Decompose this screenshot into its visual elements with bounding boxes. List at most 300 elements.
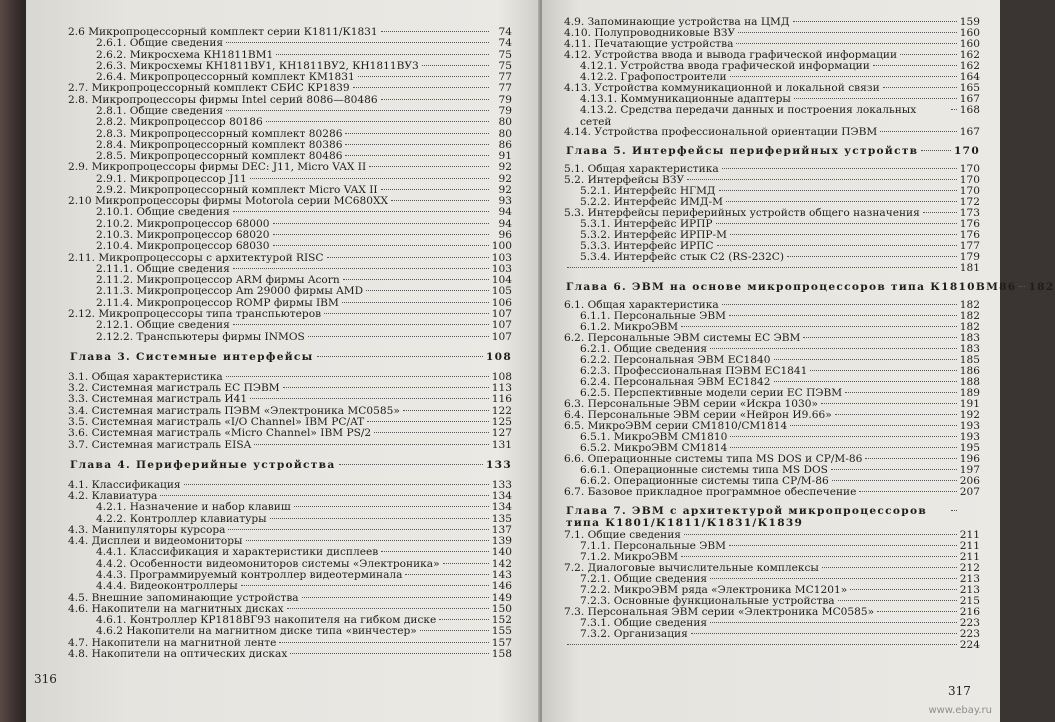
toc-entry [96, 60, 512, 72]
toc-entry [68, 648, 512, 660]
entry-title: 6.7. Базовое прикладное программное обеспечение [564, 486, 857, 498]
dot-leader [730, 75, 957, 77]
entry-page-number: 160 [959, 27, 980, 39]
dot-leader [250, 397, 489, 399]
entry-page-number: 75 [498, 59, 512, 72]
entry-page-number: 107 [491, 330, 512, 343]
entry-page-number: 179 [959, 251, 980, 263]
entry-page-number: 155 [491, 625, 512, 638]
dot-leader [687, 178, 957, 180]
entry-title: 5.3.2. Интерфейс ИРПР-М [580, 229, 727, 241]
dot-leader [283, 386, 489, 388]
entry-title: 7.1.1. Персональные ЭВМ [580, 540, 727, 552]
entry-title: 6.1. Общая характеристика [564, 299, 719, 311]
toc-entry [68, 490, 512, 502]
toc-entry [96, 580, 512, 592]
entry-title: 7.3.1. Общие сведения [580, 617, 708, 629]
dot-leader [951, 509, 957, 511]
dot-leader [369, 165, 489, 167]
entry-title: 3.5. Системная магистраль «I/O Channel» IBM PC/AT [68, 415, 365, 428]
entry-page-number: 207 [959, 486, 980, 498]
dot-leader [287, 607, 489, 609]
entry-page-number: 162 [959, 49, 980, 61]
toc-entry [96, 501, 512, 513]
entry-page-number: 80 [498, 116, 512, 129]
entry-title: 4.13.2. Средства передачи данных и построения локальных сетей [580, 104, 917, 128]
toc-entry [68, 405, 512, 417]
entry-page-number: 103 [491, 251, 512, 264]
entry-title: 4.10. Полупроводниковые ВЗУ [564, 27, 736, 39]
entry-title: 2.8.4. Микропроцессорный комплект 80386 [96, 138, 343, 151]
entry-page-number: 131 [491, 438, 512, 451]
dot-leader [233, 210, 489, 212]
toc-entry [96, 319, 512, 331]
entry-title: 6.2.3. Профессиональная ПЭВМ ЕС1841 [580, 365, 808, 377]
entry-title: 6.5.2. МикроЭВМ СМ1814 [580, 442, 728, 454]
dot-leader [730, 233, 957, 235]
dot-leader [951, 108, 957, 110]
entry-title: 6.6.2. Операционные системы типа СР/М-86 [580, 475, 829, 487]
dot-leader [787, 255, 957, 257]
entry-title: 2.10.2. Микропроцессор 68000 [96, 217, 270, 230]
entry-page-number: 94 [498, 206, 512, 219]
entry-title: 2.9.1. Микропроцессор J11 [96, 172, 247, 185]
dot-leader [273, 222, 489, 224]
toc-entry [96, 546, 512, 558]
dot-leader [226, 41, 489, 43]
chapter-heading [70, 351, 512, 363]
dot-leader [923, 211, 957, 213]
entry-title: 2.8.3. Микропроцессорный комплект 80286 [96, 127, 343, 140]
entry-page-number: 183 [959, 332, 980, 344]
right-page [542, 0, 1055, 722]
dot-leader [317, 355, 483, 357]
entry-page-number: 74 [498, 37, 512, 50]
dot-leader [233, 323, 489, 325]
entry-page-number: 223 [959, 628, 980, 640]
entry-title: 4.14. Устройства профессиональной ориентации ПЭВМ [564, 126, 878, 138]
toc-entry [564, 639, 980, 651]
entry-title: 6.1.2. МикроЭВМ [580, 321, 679, 333]
entry-title: 2.10.1. Общие сведения [96, 206, 230, 219]
entry-title: 2.11. Микропроцессоры с архитектурой RISC [68, 251, 324, 264]
toc-entry [68, 94, 512, 106]
toc-entry [68, 416, 512, 428]
entry-title: 4.6.1. Контроллер КР1818ВГ93 накопителя на гибком диске [96, 614, 437, 627]
dot-leader [880, 130, 956, 132]
entry-title: 2.10 Микропроцессоры фирмы Motorola серии МС680ХХ [68, 195, 389, 208]
entry-page-number: 177 [959, 240, 980, 252]
chapter-title: Глава 6. ЭВМ на основе микропроцессоров типа К1810ВМ86 [566, 281, 1017, 293]
entry-page-number: 176 [959, 218, 980, 230]
toc-entry [96, 331, 512, 343]
entry-title: 5.3. Интерфейсы периферийных устройств общего назначения [564, 207, 920, 219]
toc-entry [96, 263, 512, 275]
entry-page-number: 108 [485, 350, 512, 363]
dot-leader [276, 53, 489, 55]
toc-entry [96, 184, 512, 196]
entry-title: 2.8. Микропроцессоры фирмы Intel серий 8086—80486 [68, 93, 378, 106]
dot-leader [691, 632, 957, 634]
entry-title: 2.8.1. Общие сведения [96, 104, 224, 117]
entry-title: 4.6.2 Накопители на магнитном диске типа «винчестер» [96, 625, 417, 638]
entry-title: 4.4.2. Особенности видеомониторов системы «Электроника» [96, 557, 440, 570]
dot-leader [358, 75, 489, 77]
entry-page-number: 186 [959, 365, 980, 377]
entry-page-number: 185 [959, 354, 980, 366]
entry-title: 3.3. Системная магистраль И41 [68, 393, 248, 406]
toc-entry [96, 513, 512, 525]
dot-leader [345, 154, 489, 156]
entry-page-number: 189 [959, 387, 980, 399]
dot-leader [241, 584, 489, 586]
dot-leader [831, 468, 957, 470]
dot-leader [342, 301, 489, 303]
dot-leader [339, 463, 483, 465]
toc-entry [68, 26, 512, 38]
toc-entry [564, 126, 980, 138]
dot-leader [859, 490, 956, 492]
dot-leader [873, 64, 957, 66]
dot-leader [345, 132, 489, 134]
entry-page-number: 75 [498, 48, 512, 61]
entry-title: 4.8. Накопители на оптических дисках [68, 648, 288, 660]
entry-page-number: 92 [498, 161, 512, 174]
entry-title: 2.11.1. Общие сведения [96, 262, 230, 275]
dot-leader [405, 573, 488, 575]
entry-title: 4.2.2. Контроллер клавиатуры [96, 512, 267, 525]
entry-page-number: 182 [959, 310, 980, 322]
entry-page-number: 188 [959, 376, 980, 388]
entry-title: 6.5.1. МикроЭВМ СМ1810 [580, 431, 728, 443]
entry-title: 3.7. Системная магистраль EISA [68, 438, 252, 451]
dot-leader [420, 629, 489, 631]
entry-page-number: 193 [959, 431, 980, 443]
entry-page-number: 125 [491, 415, 512, 428]
dot-leader [726, 200, 957, 202]
toc-entry [96, 173, 512, 185]
toc-entry [96, 71, 512, 83]
entry-page-number: 77 [498, 82, 512, 95]
dot-leader [730, 446, 956, 448]
dot-leader [233, 267, 489, 269]
entry-title: 5.3.4. Интерфейс стык С2 (RS-232C) [580, 251, 785, 263]
dot-leader [832, 479, 957, 481]
right-page-number: 317 [948, 684, 971, 698]
toc-entry [68, 371, 512, 383]
dot-leader [793, 20, 957, 22]
dot-leader [835, 413, 957, 415]
entry-page-number: 134 [491, 490, 512, 503]
entry-page-number: 106 [491, 296, 512, 309]
entry-page-number: 182 [1028, 281, 1055, 293]
entry-title: 2.11.2. Микропроцессор ARM фирмы Acorn [96, 274, 340, 287]
toc-entry [96, 37, 512, 49]
entry-page-number: 193 [959, 420, 980, 432]
chapter-heading [566, 281, 1055, 293]
dot-leader [710, 577, 957, 579]
dot-leader [877, 610, 957, 612]
dot-leader [422, 64, 489, 66]
dot-leader [681, 555, 957, 557]
entry-title: 2.9.2. Микропроцессорный комплект Micro VAX II [96, 183, 378, 196]
entry-page-number: 213 [959, 584, 980, 596]
entry-page-number: 173 [959, 207, 980, 219]
entry-page-number: 134 [491, 501, 512, 514]
entry-page-number: 159 [959, 16, 980, 28]
dot-leader [810, 369, 956, 371]
toc-entry [96, 614, 512, 626]
entry-page-number: 192 [959, 409, 980, 421]
entry-title: 6.2.4. Персональная ЭВМ ЕС1842 [580, 376, 771, 388]
entry-title: 2.11.3. Микропроцессор Am 29000 фирмы AMD [96, 285, 364, 298]
entry-page-number: 122 [491, 404, 512, 417]
entry-title: 5.2.1. Интерфейс НГМД [580, 185, 716, 197]
entry-title: 2.8.5. Микропроцессорный комплект 80486 [96, 150, 343, 163]
entry-page-number: 74 [498, 26, 512, 38]
entry-page-number: 142 [491, 557, 512, 570]
entry-page-number: 79 [498, 93, 512, 106]
entry-title: 7.2.2. МикроЭВМ ряда «Электроника МС1201» [580, 584, 848, 596]
dot-leader [850, 588, 957, 590]
entry-page-number: 168 [959, 104, 980, 116]
entry-page-number: 165 [959, 82, 980, 94]
dot-leader [729, 314, 957, 316]
entry-title: 4.13. Устройства коммуникационной и локальной связи [564, 82, 880, 94]
entry-page-number: 170 [953, 145, 980, 157]
entry-title: 4.13.1. Коммуникационные адаптеры [580, 93, 791, 105]
entry-page-number: 140 [491, 546, 512, 559]
dot-leader [1019, 285, 1025, 287]
entry-title: 6.2.2. Персональная ЭВМ ЕС1840 [580, 354, 771, 366]
entry-title: 6.6.1. Операционные системы типа MS DOS [580, 464, 828, 476]
dot-leader [443, 562, 489, 564]
entry-page-number: 93 [498, 195, 512, 208]
dot-leader [865, 457, 956, 459]
toc-entry [96, 128, 512, 140]
chapter-title: Глава 5. Интерфейсы периферийных устройств [566, 145, 919, 157]
toc-entry [96, 240, 512, 252]
entry-title: 7.1. Общие сведения [564, 529, 681, 541]
book-binding [0, 0, 26, 722]
toc-entry [96, 139, 512, 151]
toc-entry [68, 161, 512, 173]
entry-title: 3.2. Системная магистраль ЕС ПЭВМ [68, 382, 280, 395]
entry-page-number: 108 [491, 370, 512, 383]
entry-page-number: 212 [959, 562, 980, 574]
entry-page-number: 162 [959, 60, 980, 72]
entry-title: 2.6.3. Микросхемы КН1811ВУ1, КН1811ВУ2, КН1811ВУ3 [96, 59, 419, 72]
entry-page-number: 143 [491, 569, 512, 582]
entry-page-number: 135 [491, 512, 512, 525]
dot-leader [845, 391, 957, 393]
toc-entry [68, 603, 512, 615]
toc-entry [68, 524, 512, 536]
dot-leader [722, 303, 957, 305]
entry-title: 2.12.1. Общие сведения [96, 319, 230, 332]
chapter-title: Глава 4. Периферийные устройства [70, 458, 336, 471]
dot-leader [160, 494, 488, 496]
entry-page-number: 107 [491, 308, 512, 320]
entry-title: 5.3.1. Интерфейс ИРПР [580, 218, 713, 230]
dot-leader [381, 550, 489, 552]
dot-leader [403, 409, 489, 411]
entry-title: 6.2.5. Перспективные модели серии ЕС ПЭВМ [580, 387, 843, 399]
entry-title: 6.5. МикроЭВМ серии СМ1810/СМ1814 [564, 420, 788, 432]
toc-entry [68, 439, 512, 451]
entry-title: 4.12.1. Устройства ввода графической информации [580, 60, 870, 72]
entry-title: 4.3. Манипуляторы курсора [68, 523, 226, 536]
entry-page-number: 91 [498, 150, 512, 163]
toc-entry [68, 535, 512, 547]
toc-entry [96, 285, 512, 297]
entry-title: 6.1.1. Персональные ЭВМ [580, 310, 727, 322]
dot-leader [381, 30, 489, 32]
entry-page-number: 79 [498, 104, 512, 117]
entry-title: 2.6.4. Микропроцессорный комплект КМ1831 [96, 71, 355, 84]
dot-leader [921, 149, 951, 151]
entry-page-number: 86 [498, 138, 512, 151]
entry-title: 6.4. Персональные ЭВМ серии «Нейрон И9.66» [564, 409, 832, 421]
entry-title: 2.6 Микропроцессорный комплект серии К1811/К1831 [68, 26, 378, 38]
entry-title: 7.1.2. МикроЭВМ [580, 551, 679, 563]
entry-page-number: 183 [959, 343, 980, 355]
toc-entry [68, 427, 512, 439]
entry-title: 4.1. Классификация [68, 478, 181, 491]
toc-entry [96, 558, 512, 570]
entry-title: 2.12.2. Транспьютеры фирмы INMOS [96, 330, 305, 343]
dot-leader [345, 143, 489, 145]
dot-leader [228, 528, 488, 530]
dot-leader [710, 621, 957, 623]
dot-leader [729, 544, 957, 546]
dot-leader [900, 53, 957, 55]
entry-title: 4.2.1. Назначение и набор клавиш [96, 501, 291, 514]
chapter-title: Глава 7. ЭВМ с архитектурой микропроцессоров типа К1801/К1811/К1831/К1839 [566, 505, 927, 529]
dot-leader [353, 86, 489, 88]
entry-page-number: 223 [959, 617, 980, 629]
entry-title: 5.3.3. Интерфейс ИРПС [580, 240, 714, 252]
entry-page-number: 116 [491, 393, 512, 406]
entry-page-number: 113 [491, 382, 512, 395]
toc-entry [96, 625, 512, 637]
dot-leader [374, 431, 489, 433]
dot-leader [439, 618, 488, 620]
entry-title: 4.6. Накопители на магнитных дисках [68, 602, 284, 615]
dot-leader [273, 244, 489, 246]
entry-title: 4.2. Клавиатура [68, 490, 158, 503]
entry-title: 5.2.2. Интерфейс ИМД-М [580, 196, 723, 208]
dot-leader [794, 97, 957, 99]
entry-page-number: 80 [498, 127, 512, 140]
dot-leader [567, 643, 957, 645]
entry-page-number: 96 [498, 229, 512, 242]
toc-entry [96, 218, 512, 230]
entry-title: 6.2. Персональные ЭВМ системы ЕС ЭВМ [564, 332, 801, 344]
entry-title: 4.5. Внешние запоминающие устройства [68, 591, 299, 604]
dot-leader [736, 42, 956, 44]
entry-page-number: 104 [491, 274, 512, 287]
toc-entry [96, 49, 512, 61]
entry-title: 4.4. Дисплеи и видеомониторы [68, 535, 243, 548]
dot-leader [774, 358, 957, 360]
entry-title: 3.1. Общая характеристика [68, 370, 223, 383]
toc-entry [68, 252, 512, 264]
dot-leader [279, 641, 488, 643]
entry-title: 2.6.1. Общие сведения [96, 37, 224, 50]
chapter-title: Глава 3. Системные интерфейсы [70, 350, 314, 363]
toc-entry [96, 229, 512, 241]
toc-entry [96, 150, 512, 162]
toc-entry [68, 82, 512, 94]
chapter-heading [70, 459, 512, 471]
dot-leader [250, 177, 489, 179]
entry-page-number: 211 [959, 529, 980, 541]
entry-title: 3.6. Системная магистраль «Micro Channel» IBM PS/2 [68, 427, 372, 440]
entry-page-number: 157 [491, 636, 512, 649]
entry-page-number: 100 [491, 240, 512, 253]
dot-leader [883, 86, 957, 88]
dot-leader [391, 199, 489, 201]
dot-leader [324, 312, 489, 314]
toc-entry [96, 569, 512, 581]
entry-title: 7.3.2. Организация [580, 628, 688, 640]
dot-leader [838, 599, 957, 601]
entry-title: 4.4.1. Классификация и характеристики дисплеев [96, 546, 379, 559]
toc-entry [96, 105, 512, 117]
dot-leader [790, 424, 957, 426]
entry-page-number: 206 [959, 475, 980, 487]
dot-leader [327, 256, 489, 258]
dot-leader [367, 420, 489, 422]
dot-leader [716, 222, 957, 224]
toc-entry [564, 262, 980, 274]
entry-page-number: 211 [959, 551, 980, 563]
entry-page-number: 160 [959, 38, 980, 50]
toc-entry [68, 308, 512, 320]
entry-title: 2.9. Микропроцессоры фирмы DEC: J11, Micro VAX II [68, 161, 367, 174]
entry-page-number: 197 [959, 464, 980, 476]
toc-entry [68, 382, 512, 394]
entry-page-number: 164 [959, 71, 980, 83]
dot-leader [308, 335, 489, 337]
entry-page-number: 215 [959, 595, 980, 607]
dot-leader [803, 336, 956, 338]
entry-page-number: 127 [491, 427, 512, 440]
entry-page-number: 224 [959, 639, 980, 651]
dot-leader [381, 98, 489, 100]
entry-title: 4.4.3. Программируемый контроллер видеотерминала [96, 569, 403, 582]
entry-title: 5.1. Общая характеристика [564, 163, 719, 175]
entry-page-number: 94 [498, 217, 512, 230]
dot-leader [366, 289, 489, 291]
entry-page-number: 182 [959, 299, 980, 311]
entry-page-number: 176 [959, 229, 980, 241]
entry-page-number: 158 [491, 648, 512, 660]
entry-title: 6.2.1. Общие сведения [580, 343, 708, 355]
dot-leader [719, 189, 957, 191]
toc-entry [564, 486, 980, 498]
entry-page-number: 137 [491, 523, 512, 536]
entry-title: 2.10.4. Микропроцессор 68030 [96, 240, 270, 253]
dot-leader [266, 120, 489, 122]
entry-title: 5.2. Интерфейсы ВЗУ [564, 174, 685, 186]
entry-page-number: 149 [491, 591, 512, 604]
toc-entry [96, 116, 512, 128]
dot-leader [567, 266, 957, 268]
dot-leader [738, 31, 957, 33]
entry-page-number: 181 [959, 262, 980, 274]
